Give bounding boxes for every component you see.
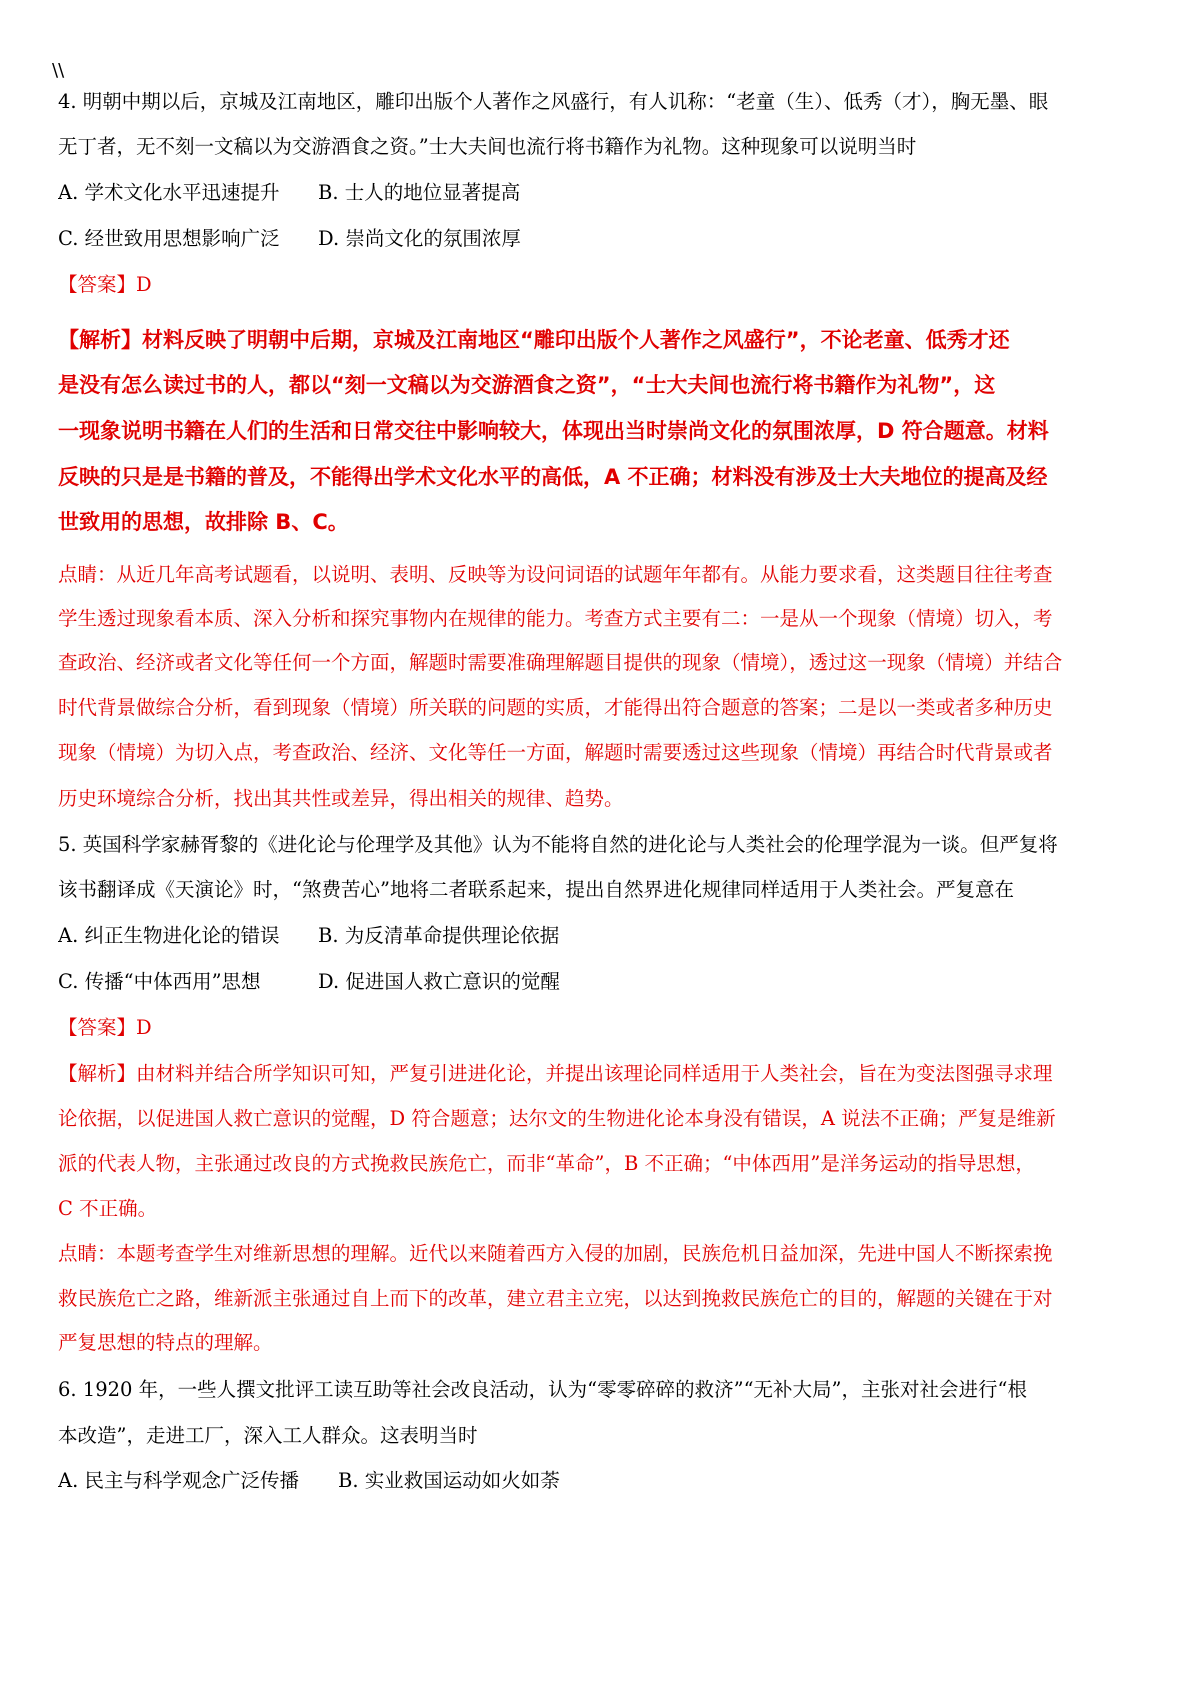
q4-analysis-line: 一现象说明书籍在人们的生活和日常交往中影响较大，体现出当时崇尚文化的氛围浓厚，D 符合题意。材料 (58, 419, 1049, 443)
q4-tip-line: 现象（情境）为切入点，考查政治、经济、文化等任一方面，解题时需要透过这些现象（情境）再结合时代背景或者 (58, 741, 1053, 764)
q4-analysis-line: 【解析】材料反映了明朝中后期，京城及江南地区“雕印出版个人著作之风盛行”，不论老童、低秀才还 (58, 328, 1010, 352)
q5-tip-line: 救民族危亡之路，维新派主张通过自上而下的改革，建立君主立宪，以达到挽救民族危亡的目的，解题的关键在于对 (58, 1287, 1053, 1310)
q4-stem-line1: 4. 明朝中期以后，京城及江南地区，雕印出版个人著作之风盛行，有人讥称：“老童（生）、低秀（才），胸无墨、眼 (58, 90, 1049, 113)
q4-option-c: C. 经世致用思想影响广泛 (58, 227, 280, 250)
q5-analysis-line: 【解析】由材料并结合所学知识可知，严复引进进化论，并提出该理论同样适用于人类社会，旨在为变法图强寻求理 (58, 1062, 1053, 1085)
q5-option-d: D. 促进国人救亡意识的觉醒 (318, 970, 560, 993)
q4-analysis-line: 是没有怎么读过书的人，都以“刻一文稿以为交游酒食之资”，“士大夫间也流行将书籍作为礼物”，这 (58, 373, 996, 397)
q6-stem-line1: 6. 1920 年，一些人撰文批评工读互助等社会改良活动，认为“零零碎碎的救济”“无补大局”，主张对社会进行“根 (58, 1378, 1027, 1401)
q4-tip-line: 时代背景做综合分析，看到现象（情境）所关联的问题的实质，才能得出符合题意的答案；二是以一类或者多种历史 (58, 696, 1053, 719)
q5-analysis-line: C 不正确。 (58, 1197, 158, 1220)
q5-answer: 【答案】D (58, 1016, 152, 1039)
q4-tip-line: 点睛：从近几年高考试题看，以说明、表明、反映等为设问词语的试题年年都有。从能力要求看，这类题目往往考查 (58, 563, 1053, 586)
q6-option-a: A. 民主与科学观念广泛传播 (58, 1469, 299, 1492)
q5-tip-line: 严复思想的特点的理解。 (58, 1331, 273, 1354)
q5-stem-line1: 5. 英国科学家赫胥黎的《进化论与伦理学及其他》认为不能将自然的进化论与人类社会的伦理学混为一谈。但严复将 (58, 833, 1058, 856)
q4-analysis-line: 世致用的思想，故排除 B、C。 (58, 510, 349, 534)
q6-option-b: B. 实业救国运动如火如荼 (338, 1469, 560, 1492)
q5-analysis-line: 论依据，以促进国人救亡意识的觉醒，D 符合题意；达尔文的生物进化论本身没有错误，A 说法不正确；严复是维新 (58, 1107, 1056, 1130)
q6-stem-line2: 本改造”，走进工厂，深入工人群众。这表明当时 (58, 1424, 478, 1447)
q5-option-c: C. 传播“中体西用”思想 (58, 970, 261, 993)
q5-option-b: B. 为反清革命提供理论依据 (318, 924, 560, 947)
q5-tip-line: 点睛：本题考查学生对维新思想的理解。近代以来随着西方入侵的加剧，民族危机日益加深，先进中国人不断探索挽 (58, 1242, 1053, 1265)
q4-tip-line: 历史环境综合分析，找出其共性或差异，得出相关的规律、趋势。 (58, 787, 624, 810)
q4-tip-line: 查政治、经济或者文化等任何一个方面，解题时需要准确理解题目提供的现象（情境），透过这一现象（情境）并结合 (58, 651, 1063, 674)
q4-option-b: B. 士人的地位显著提高 (318, 181, 521, 204)
q4-option-d: D. 崇尚文化的氛围浓厚 (318, 227, 521, 250)
q4-option-a: A. 学术文化水平迅速提升 (58, 181, 280, 204)
q4-analysis-line: 反映的只是是书籍的普及，不能得出学术文化水平的高低，A 不正确；材料没有涉及士大夫地位的提高及经 (58, 465, 1048, 489)
q4-stem-line2: 无丁者，无不刻一文稿以为交游酒食之资。”士大夫间也流行将书籍作为礼物。这种现象可以说明当时 (58, 135, 917, 158)
q5-option-a: A. 纠正生物进化论的错误 (58, 924, 280, 947)
q5-stem-line2: 该书翻译成《天演论》时，“煞费苦心”地将二者联系起来，提出自然界进化规律同样适用于人类社会。严复意在 (58, 878, 1014, 901)
q4-tip-line: 学生透过现象看本质、深入分析和探究事物内在规律的能力。考查方式主要有二：一是从一个现象（情境）切入，考 (58, 607, 1053, 630)
page-mark: \\ (52, 60, 65, 81)
q5-analysis-line: 派的代表人物，主张通过改良的方式挽救民族危亡，而非“革命”，B 不正确；“中体西用”是洋务运动的指导思想， (58, 1152, 1035, 1175)
q4-answer: 【答案】D (58, 273, 152, 296)
